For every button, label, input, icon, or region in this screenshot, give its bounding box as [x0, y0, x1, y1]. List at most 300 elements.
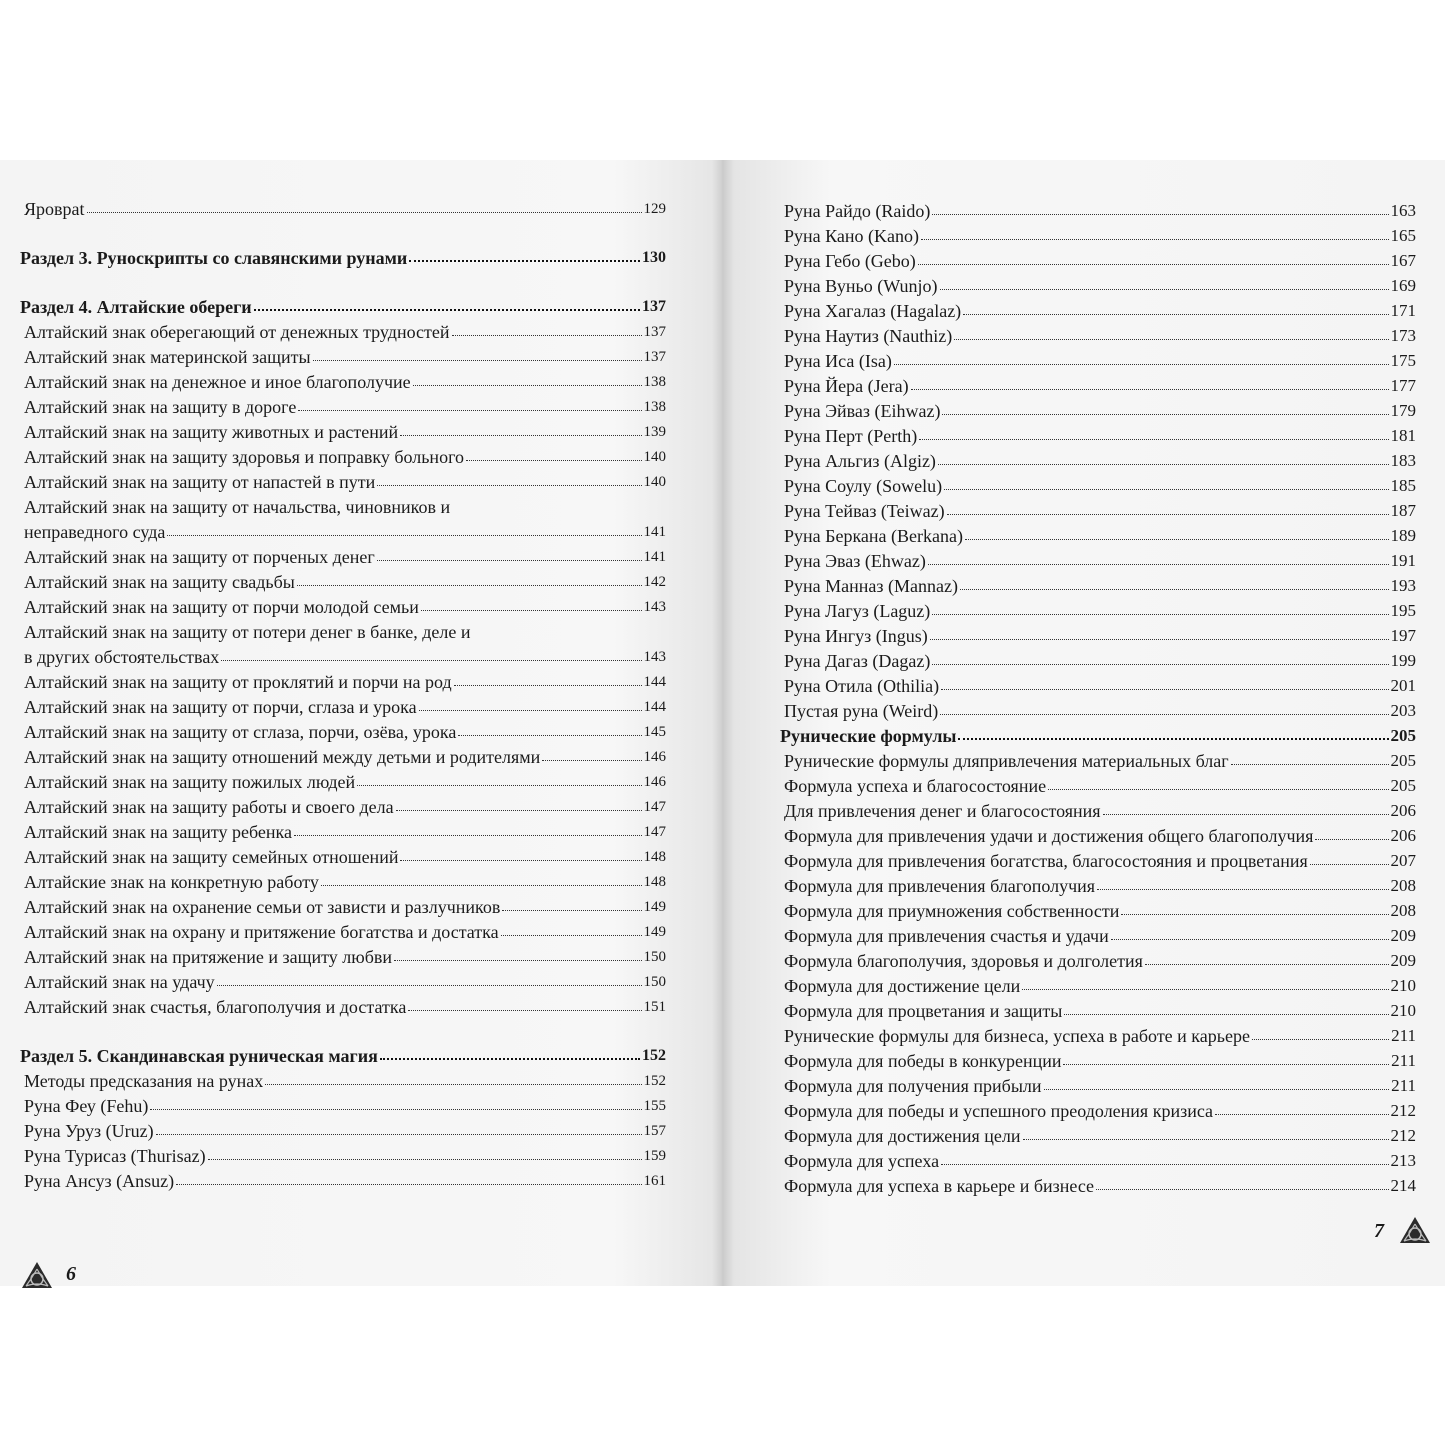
toc-entry-title: Алтайский знак на защиту от потери денег в банке, деле и: [24, 622, 471, 642]
toc-leader-dots: [942, 414, 1388, 415]
toc-leader-dots: [413, 385, 642, 386]
toc-leader-dots: [294, 835, 641, 836]
toc-entry[interactable]: [780, 446, 1416, 471]
toc-entry[interactable]: [20, 667, 666, 692]
toc-leader-dots: [452, 335, 642, 336]
toc-entry[interactable]: [20, 717, 666, 742]
toc-leader-dots: [501, 935, 642, 936]
toc-leader-dots: [919, 439, 1388, 440]
toc-leader-dots: [377, 485, 641, 486]
toc-entry[interactable]: [780, 971, 1416, 996]
toc-entry[interactable]: [20, 617, 666, 642]
toc-leader-dots: [960, 589, 1389, 590]
toc-page-number: 203: [1390, 701, 1416, 720]
toc-entry-title: Алтайский знак на защиту работы и своего дела: [24, 797, 394, 817]
toc-leader-dots: [963, 314, 1388, 315]
toc-page-number: 148: [643, 849, 666, 865]
toc-entry[interactable]: [20, 917, 666, 942]
toc-leader-dots: [958, 738, 1388, 740]
toc-entry[interactable]: [780, 571, 1416, 596]
toc-leader-dots: [396, 810, 642, 811]
toc-entry[interactable]: [20, 642, 666, 667]
toc-entry[interactable]: [780, 596, 1416, 621]
toc-entry-title: Алтайский знак на защиту от порченых денег: [24, 547, 375, 567]
toc-leader-dots: [928, 564, 1389, 565]
toc-entry-title: Руна Эйваз (Eihwaz): [784, 401, 941, 421]
toc-leader-dots: [1310, 864, 1389, 865]
toc-leader-dots: [87, 212, 642, 213]
toc-page-number: 148: [643, 874, 666, 890]
toc-page-number: 205: [1390, 751, 1416, 770]
toc-leader-dots: [1111, 939, 1389, 940]
toc-entry-title: Формула для привлечения счастья и удачи: [784, 926, 1109, 946]
toc-page-number: 140: [643, 449, 666, 465]
toc-page-number: 143: [643, 599, 666, 615]
toc-entry-title: Руна Дагаз (Dagaz): [784, 651, 931, 671]
toc-leader-dots: [1022, 989, 1388, 990]
toc-entry[interactable]: [20, 492, 666, 517]
toc-entry[interactable]: [20, 442, 666, 467]
toc-entry[interactable]: [780, 546, 1416, 571]
toc-leader-dots: [932, 214, 1388, 215]
toc-leader-dots: [1231, 764, 1389, 765]
toc-entry[interactable]: [20, 892, 666, 917]
toc-page-number: 199: [1390, 651, 1416, 670]
toc-entry-title: Руна Кано (Kano): [784, 226, 919, 246]
page-number-left: 6: [66, 1263, 76, 1285]
left-table-of-contents: [20, 194, 666, 1191]
toc-entry[interactable]: [20, 367, 666, 392]
toc-page-number: 145: [643, 724, 666, 740]
toc-page-number: 208: [1390, 876, 1416, 895]
toc-entry[interactable]: [20, 742, 666, 767]
toc-leader-dots: [894, 364, 1389, 365]
toc-entry[interactable]: [780, 321, 1416, 346]
toc-section-heading[interactable]: [780, 721, 1416, 746]
toc-entry[interactable]: [780, 421, 1416, 446]
toc-entry-title: Для привлечения денег и благосостояния: [784, 801, 1101, 821]
toc-entry[interactable]: [20, 342, 666, 367]
toc-leader-dots: [932, 614, 1388, 615]
toc-entry[interactable]: [780, 821, 1416, 846]
toc-page-number: 147: [643, 799, 666, 815]
toc-entry[interactable]: [780, 246, 1416, 271]
toc-leader-dots: [409, 260, 640, 262]
toc-leader-dots: [502, 910, 641, 911]
toc-entry-title: Алтайский знак на защиту от начальства, чиновников и: [24, 497, 451, 517]
toc-page-number: 177: [1390, 376, 1416, 395]
toc-leader-dots: [221, 660, 641, 661]
toc-entry[interactable]: [780, 496, 1416, 521]
toc-entry-title: Руна Соулу (Sowelu): [784, 476, 943, 496]
toc-page-number: 143: [643, 649, 666, 665]
toc-page-number: 146: [643, 774, 666, 790]
toc-entry[interactable]: [20, 942, 666, 967]
toc-entry-title: Руна Лагуз (Laguz): [784, 601, 931, 621]
right-table-of-contents: [780, 196, 1416, 1196]
toc-entry[interactable]: [780, 996, 1416, 1021]
toc-entry-title: Руна Альгиз (Algiz): [784, 451, 936, 471]
toc-leader-dots: [1121, 914, 1388, 915]
toc-entry[interactable]: [780, 696, 1416, 721]
toc-entry-title: Алтайский знак оберегающий от денежных трудностей: [24, 322, 450, 342]
toc-entry-title: Алтайский знак на защиту пожилых людей: [24, 772, 356, 792]
toc-page-number: 149: [643, 899, 666, 915]
toc-leader-dots: [542, 760, 641, 761]
toc-page-number: 150: [643, 974, 666, 990]
toc-page-number: 183: [1390, 451, 1416, 470]
toc-page-number: 147: [643, 824, 666, 840]
toc-page-number: 209: [1390, 951, 1416, 970]
toc-section-heading[interactable]: [20, 1041, 666, 1066]
toc-entry[interactable]: [20, 817, 666, 842]
toc-leader-dots: [394, 960, 642, 961]
toc-leader-dots: [1145, 964, 1389, 965]
toc-entry-title: Алтайский знак материнской защиты: [24, 347, 311, 367]
toc-page-number: 207: [1390, 851, 1416, 870]
toc-entry-title: Алтайский знак на защиту от проклятий и порчи на род: [24, 672, 452, 692]
toc-entry-title: Формула для успеха в карьере и бизнесе: [784, 1176, 1095, 1196]
toc-entry[interactable]: [20, 767, 666, 792]
toc-page-number: 197: [1390, 626, 1416, 645]
toc-leader-dots: [454, 685, 642, 686]
toc-page-number: 130: [642, 249, 666, 266]
toc-page-number: 208: [1390, 901, 1416, 920]
toc-entry[interactable]: [20, 592, 666, 617]
toc-leader-dots: [1103, 814, 1389, 815]
toc-entry-title: Алтайский знак на защиту от порчи, сглаза и урока: [24, 697, 417, 717]
toc-entry[interactable]: [780, 271, 1416, 296]
toc-entry[interactable]: [20, 1091, 666, 1116]
toc-leader-dots: [1096, 1189, 1388, 1190]
toc-entry-title: Руна Йера (Jera): [784, 376, 909, 396]
toc-entry[interactable]: [780, 771, 1416, 796]
left-page: [0, 160, 722, 1286]
toc-page-number: 175: [1390, 351, 1416, 370]
toc-entry-title: Руна Уруз (Uruz): [24, 1121, 154, 1141]
toc-leader-dots: [932, 664, 1388, 665]
toc-page-number: 181: [1390, 426, 1416, 445]
toc-section-heading[interactable]: [20, 243, 666, 268]
toc-entry[interactable]: [20, 1066, 666, 1091]
toc-entry[interactable]: [780, 871, 1416, 896]
toc-page-number: 142: [643, 574, 666, 590]
toc-entry-title: Алтайский знак на защиту от сглаза, порчи, озёва, урока: [24, 722, 457, 742]
toc-leader-dots: [167, 535, 641, 536]
toc-page-number: 185: [1390, 476, 1416, 495]
toc-entry-title: Алтайский знак на притяжение и защиту любви: [24, 947, 392, 967]
toc-entry-title: Алтайский знак на удачу: [24, 972, 215, 992]
toc-entry-title: Формула успеха и благосостояние: [784, 776, 1047, 796]
toc-entry[interactable]: [780, 1146, 1416, 1171]
toc-leader-dots: [265, 1084, 641, 1085]
toc-page-number: 141: [643, 549, 666, 565]
toc-page-number: 212: [1390, 1101, 1416, 1120]
toc-entry[interactable]: [780, 796, 1416, 821]
toc-leader-dots: [1215, 1114, 1388, 1115]
toc-entry-title: Раздел 3. Руноскрипты со славянскими рунами: [20, 248, 408, 268]
toc-page-number: 139: [643, 424, 666, 440]
toc-page-number: 144: [643, 699, 666, 715]
toc-entry[interactable]: [780, 521, 1416, 546]
toc-spacer: [20, 268, 666, 292]
toc-page-number: 144: [643, 674, 666, 690]
toc-page-number: 167: [1390, 251, 1416, 270]
toc-entry[interactable]: [20, 1116, 666, 1141]
toc-page-number: 173: [1390, 326, 1416, 345]
toc-leader-dots: [1048, 789, 1388, 790]
toc-leader-dots: [400, 860, 641, 861]
toc-page-number: 189: [1390, 526, 1416, 545]
book-gutter: [712, 160, 734, 1286]
toc-page-number: 214: [1390, 1176, 1416, 1195]
toc-page-number: 138: [643, 399, 666, 415]
toc-page-number: 191: [1390, 551, 1416, 570]
toc-leader-dots: [156, 1134, 642, 1135]
toc-entry[interactable]: [20, 992, 666, 1017]
page-number-right: 7: [1374, 1220, 1384, 1242]
toc-entry-title: Формула для приумножения собственности: [784, 901, 1120, 921]
toc-entry[interactable]: [20, 417, 666, 442]
toc-entry[interactable]: [20, 792, 666, 817]
toc-entry[interactable]: [20, 392, 666, 417]
toc-leader-dots: [377, 560, 642, 561]
toc-entry-title: Алтайский знак на защиту отношений между детьми и родителями: [24, 747, 541, 767]
toc-leader-dots: [918, 264, 1389, 265]
toc-entry-title: Рунические формулы дляпривлечения материальных благ: [784, 751, 1229, 771]
toc-entry-title: неправедного суда: [24, 522, 166, 542]
toc-entry-title: Руна Райдо (Raido): [784, 201, 931, 221]
toc-page-number: 211: [1391, 1076, 1416, 1095]
toc-entry[interactable]: [780, 1121, 1416, 1146]
toc-page-number: 195: [1390, 601, 1416, 620]
toc-leader-dots: [208, 1159, 642, 1160]
toc-entry-title: Алтайский знак на защиту в дороге: [24, 397, 297, 417]
toc-leader-dots: [965, 539, 1389, 540]
toc-entry-title: Формула для победы и успешного преодоления кризиса: [784, 1101, 1214, 1121]
toc-entry[interactable]: [780, 746, 1416, 771]
toc-entry[interactable]: [780, 221, 1416, 246]
toc-page-number: 212: [1390, 1126, 1416, 1145]
toc-entry-title: Руна Эваз (Ehwaz): [784, 551, 926, 571]
toc-page-number: 137: [642, 298, 666, 315]
toc-page-number: 163: [1390, 201, 1416, 220]
toc-page-number: 209: [1390, 926, 1416, 945]
toc-entry[interactable]: [780, 671, 1416, 696]
toc-entry[interactable]: [780, 1021, 1416, 1046]
toc-spacer: [20, 219, 666, 243]
toc-leader-dots: [380, 1058, 640, 1060]
toc-leader-dots: [176, 1184, 641, 1185]
toc-entry-title: Руна Отила (Othilia): [784, 676, 940, 696]
toc-entry[interactable]: [20, 842, 666, 867]
toc-entry[interactable]: [780, 646, 1416, 671]
toc-entry[interactable]: [780, 946, 1416, 971]
toc-page-number: 211: [1391, 1026, 1416, 1045]
toc-entry-title: Формула для привлечения удачи и достижения общего благополучия: [784, 826, 1314, 846]
toc-entry[interactable]: [780, 1071, 1416, 1096]
toc-page-number: 165: [1390, 226, 1416, 245]
toc-leader-dots: [1023, 1139, 1389, 1140]
toc-leader-dots: [954, 339, 1388, 340]
toc-entry[interactable]: [780, 921, 1416, 946]
toc-page-number: 152: [642, 1047, 666, 1064]
toc-entry-title: Руна Хагалаз (Hagalaz): [784, 301, 962, 321]
toc-page-number: 151: [643, 999, 666, 1015]
toc-leader-dots: [938, 464, 1389, 465]
toc-page-number: 150: [643, 949, 666, 965]
toc-page-number: 161: [643, 1173, 666, 1189]
toc-leader-dots: [298, 410, 641, 411]
toc-entry-title: Формула для достижения цели: [784, 1126, 1021, 1146]
toc-page-number: 138: [643, 374, 666, 390]
toc-page-number: 206: [1390, 826, 1416, 845]
toc-page-number: 169: [1390, 276, 1416, 295]
toc-entry-title: Рунические формулы для бизнеса, успеха в работе и карьере: [784, 1026, 1250, 1046]
toc-page-number: 141: [643, 524, 666, 540]
toc-entry-title: Раздел 5. Скандинавская руническая магия: [20, 1046, 378, 1066]
toc-entry-title: Руна Перт (Perth): [784, 426, 918, 446]
toc-entry[interactable]: [20, 867, 666, 892]
toc-entry[interactable]: [780, 196, 1416, 221]
toc-leader-dots: [313, 360, 642, 361]
toc-entry-title: Руна Феу (Fehu): [24, 1096, 149, 1116]
toc-entry[interactable]: [780, 346, 1416, 371]
toc-leader-dots: [357, 785, 641, 786]
toc-leader-dots: [1064, 1014, 1388, 1015]
toc-leader-dots: [911, 389, 1389, 390]
toc-entry[interactable]: [780, 1096, 1416, 1121]
toc-leader-dots: [1063, 1064, 1389, 1065]
toc-page-number: 210: [1390, 1001, 1416, 1020]
toc-leader-dots: [217, 985, 642, 986]
toc-entry-title: Алтайские знак на конкретную работу: [24, 872, 319, 892]
toc-entry[interactable]: [780, 396, 1416, 421]
toc-entry-title: Руна Ансуз (Ansuz): [24, 1171, 175, 1191]
toc-entry-title: Формула для победы в конкуренции: [784, 1051, 1062, 1071]
toc-entry[interactable]: [780, 1171, 1416, 1196]
toc-page-number: 187: [1390, 501, 1416, 520]
toc-leader-dots: [930, 639, 1389, 640]
toc-page-number: 205: [1390, 726, 1416, 745]
toc-entry-title: Алтайский знак счастья, благополучия и достатка: [24, 997, 407, 1017]
toc-entry-title: Алтайский знак на защиту от напастей в пути: [24, 472, 376, 492]
toc-leader-dots: [947, 514, 1389, 515]
toc-entry[interactable]: [20, 567, 666, 592]
toc-entry-title: Формула для достижение цели: [784, 976, 1021, 996]
toc-entry[interactable]: [20, 467, 666, 492]
toc-entry-title: Руна Иса (Isa): [784, 351, 892, 371]
toc-entry[interactable]: [780, 1046, 1416, 1071]
toc-page-number: 146: [643, 749, 666, 765]
toc-entry-title: Руна Вуньо (Wunjo): [784, 276, 938, 296]
toc-entry-title: Формула для привлечения богатства, благосостояния и процветания: [784, 851, 1308, 871]
book-spread: [0, 160, 1445, 1286]
toc-entry[interactable]: [780, 471, 1416, 496]
toc-page-number: 137: [643, 349, 666, 365]
toc-page-number: 211: [1391, 1051, 1416, 1070]
toc-entry[interactable]: [20, 1166, 666, 1191]
toc-page-number: 201: [1390, 676, 1416, 695]
toc-leader-dots: [408, 1010, 641, 1011]
toc-entry-title: Раздел 4. Алтайские обереги: [20, 297, 252, 317]
toc-leader-dots: [466, 460, 642, 461]
toc-entry-title: Руна Беркана (Berkana): [784, 526, 963, 546]
toc-entry-title: в других обстоятельствах: [24, 647, 220, 667]
toc-entry[interactable]: [20, 967, 666, 992]
toc-entry-title: Алтайский знак на защиту от порчи молодой семьи: [24, 597, 419, 617]
toc-leader-dots: [940, 714, 1388, 715]
toc-leader-dots: [458, 735, 641, 736]
toc-page-number: 157: [643, 1123, 666, 1139]
toc-entry[interactable]: [20, 517, 666, 542]
toc-leader-dots: [254, 309, 640, 311]
toc-section-heading[interactable]: [20, 292, 666, 317]
toc-entry[interactable]: [20, 317, 666, 342]
toc-entry[interactable]: [20, 542, 666, 567]
toc-entry-title: Рунические формулы: [780, 726, 957, 746]
toc-leader-dots: [400, 435, 641, 436]
toc-entry-title: Руна Наутиз (Nauthiz): [784, 326, 953, 346]
toc-entry[interactable]: [20, 692, 666, 717]
toc-entry[interactable]: [20, 194, 666, 219]
toc-leader-dots: [941, 1164, 1388, 1165]
toc-entry[interactable]: [780, 846, 1416, 871]
toc-leader-dots: [297, 585, 642, 586]
triquetra-emblem-icon: [1398, 1215, 1432, 1245]
toc-entry-title: Алтайский знак на защиту животных и растений: [24, 422, 399, 442]
toc-page-number: 171: [1390, 301, 1416, 320]
toc-entry-title: Руна Тейваз (Teiwaz): [784, 501, 945, 521]
toc-entry[interactable]: [780, 896, 1416, 921]
toc-entry-title: Алтайский знак на охранение семьи от зависти и разлучников: [24, 897, 501, 917]
toc-entry-title: Формула благополучия, здоровья и долголетия: [784, 951, 1143, 971]
toc-leader-dots: [1252, 1039, 1389, 1040]
toc-entry-title: Формула для процветания и защиты: [784, 1001, 1063, 1021]
toc-entry-title: Формула для привлечения благополучия: [784, 876, 1096, 896]
toc-page-number: 213: [1390, 1151, 1416, 1170]
toc-entry[interactable]: [780, 621, 1416, 646]
toc-leader-dots: [944, 489, 1388, 490]
toc-page-number: 205: [1390, 776, 1416, 795]
toc-page-number: 206: [1390, 801, 1416, 820]
toc-page-number: 210: [1390, 976, 1416, 995]
toc-leader-dots: [921, 239, 1389, 240]
toc-page-number: 137: [643, 324, 666, 340]
toc-entry-title: Алтайский знак на защиту ребенка: [24, 822, 293, 842]
toc-entry[interactable]: [780, 371, 1416, 396]
toc-entry-title: Руна Манназ (Mannaz): [784, 576, 958, 596]
toc-entry[interactable]: [780, 296, 1416, 321]
toc-entry-title: Методы предсказания на рунах: [24, 1071, 264, 1091]
toc-page-number: 129: [643, 201, 666, 217]
toc-entry-title: Алтайский знак на защиту здоровья и поправку больного: [24, 447, 464, 467]
toc-leader-dots: [150, 1109, 641, 1110]
toc-page-number: 193: [1390, 576, 1416, 595]
toc-page-number: 159: [643, 1148, 666, 1164]
toc-leader-dots: [941, 689, 1388, 690]
toc-entry[interactable]: [20, 1141, 666, 1166]
toc-entry-title: Руна Гебо (Gebo): [784, 251, 916, 271]
toc-entry-title: Алтайский знак на охрану и притяжение богатства и достатка: [24, 922, 499, 942]
toc-entry-title: Пустая руна (Weird): [784, 701, 939, 721]
toc-leader-dots: [1315, 839, 1388, 840]
toc-page-number: 179: [1390, 401, 1416, 420]
toc-leader-dots: [940, 289, 1389, 290]
toc-entry-title: Руна Ингуз (Ingus): [784, 626, 928, 646]
toc-entry-title: Алтайский знак на защиту семейных отношений: [24, 847, 399, 867]
toc-entry-title: Алтайский знак на защиту свадьбы: [24, 572, 295, 592]
